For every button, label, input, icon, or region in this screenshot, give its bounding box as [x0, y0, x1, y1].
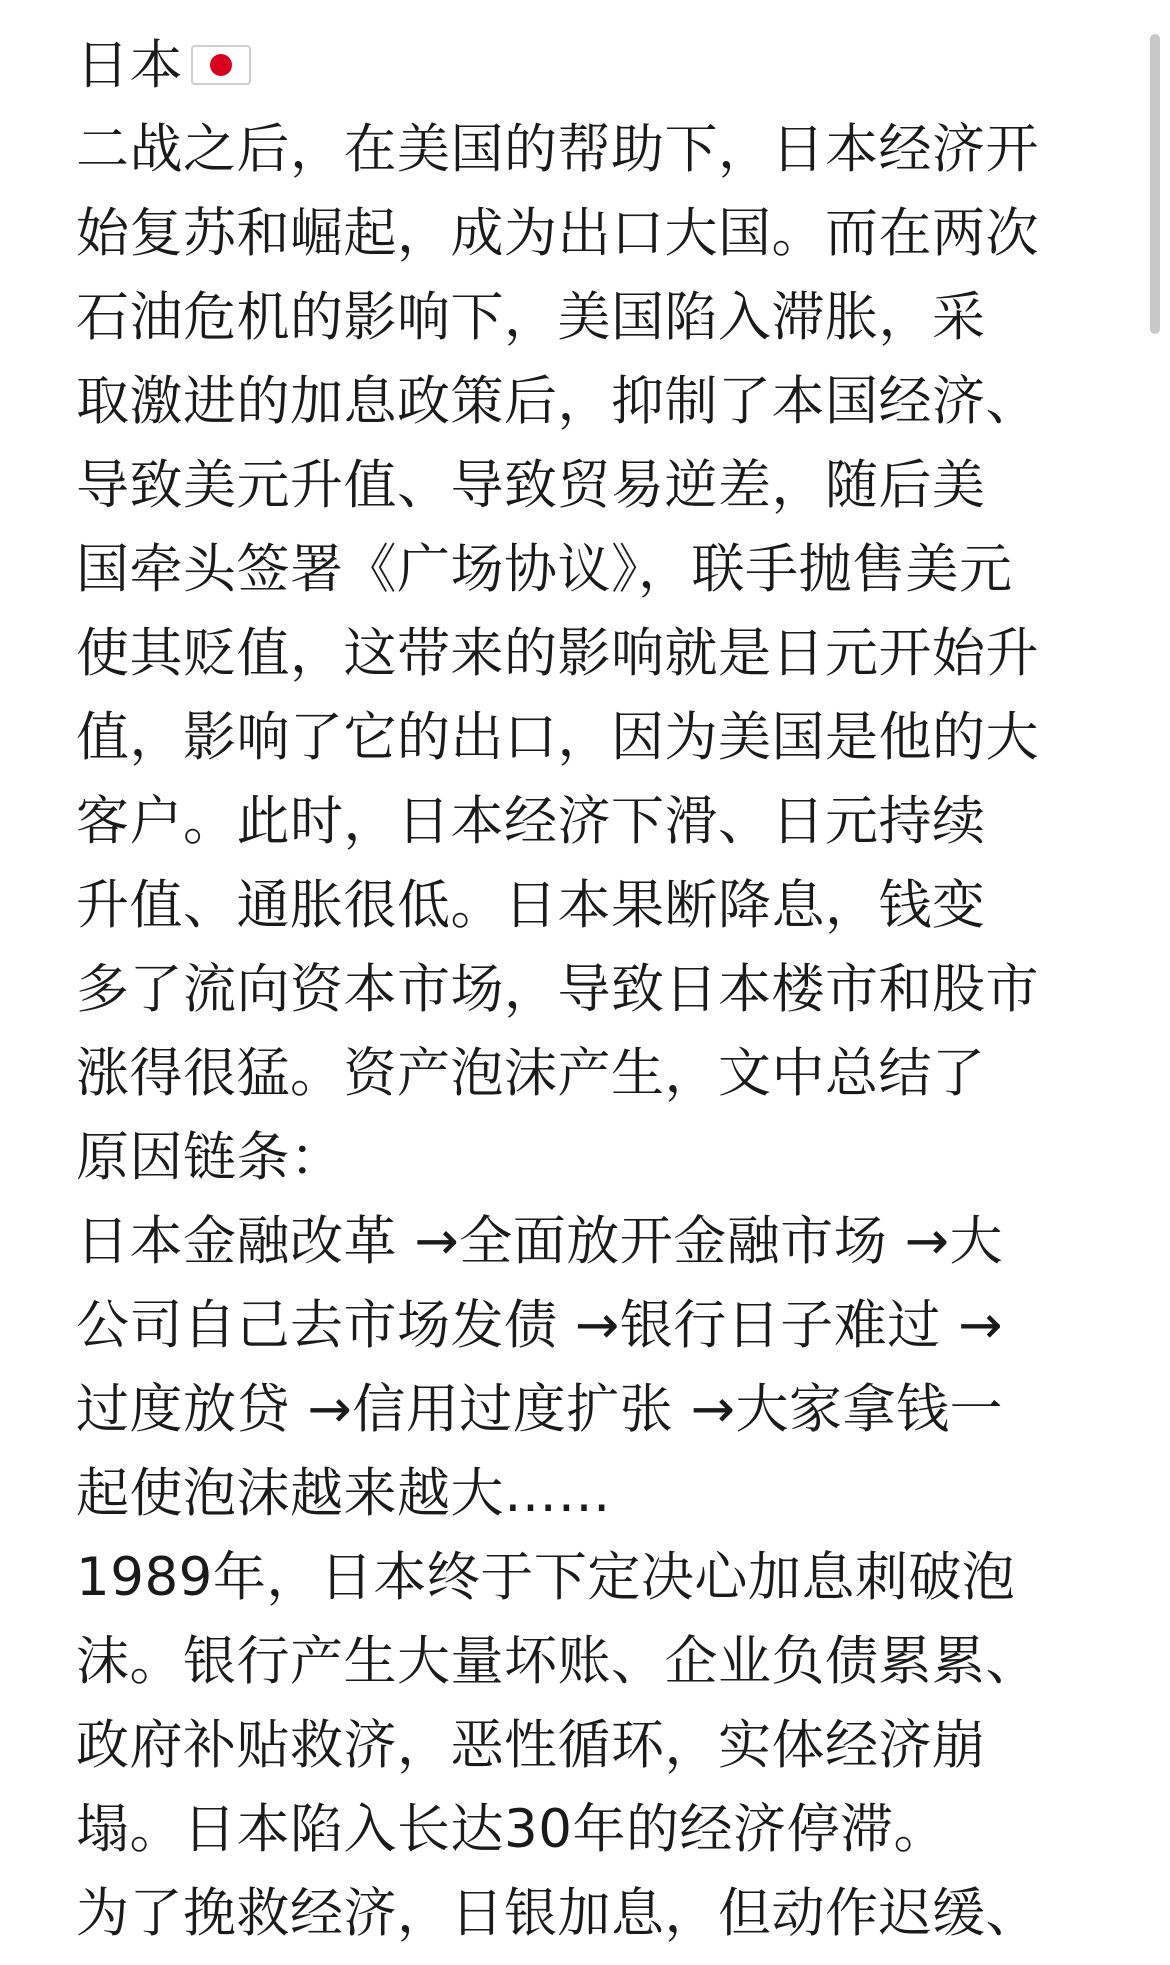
text-line-19: 沫。银行产生大量坏账、企业负债累累、 [76, 1631, 1039, 1692]
text-line-2: 始复苏和崛起，成为出口大国。而在两次 [76, 203, 1039, 264]
text-line-16: 过度放贷 →信用过度扩张 →大家拿钱一 [76, 1379, 1004, 1440]
text-line-15: 公司自己去市场发债 →银行日子难过 → [76, 1295, 1004, 1356]
heading-text: 日本 [76, 35, 183, 96]
text-line-22: 为了挽救经济，日银加息，但动作迟缓、 [76, 1883, 1039, 1944]
text-line-12: 涨得很猛。资产泡沫产生，文中总结了 [76, 1043, 986, 1104]
text-line-3: 石油危机的影响下，美国陷入滞胀，采 [76, 287, 986, 348]
text-line-13: 原因链条： [76, 1127, 344, 1188]
text-line-6: 国牵头签署《广场协议》，联手抛售美元 [76, 539, 1013, 600]
text-line-20: 政府补贴救济，恶性循环，实体经济崩 [76, 1715, 986, 1776]
japan-flag-icon [191, 45, 251, 85]
text-line-14: 日本金融改革 →全面放开金融市场 →大 [76, 1211, 1004, 1272]
text-line-21: 塌。日本陷入长达30年的经济停滞。 [76, 1799, 947, 1860]
vertical-scrollbar[interactable] [1150, 34, 1160, 334]
text-line-10: 升值、通胀很低。日本果断降息，钱变 [76, 875, 986, 936]
text-line-17: 起使泡沫越来越大…… [76, 1463, 611, 1524]
text-line-4: 取激进的加息政策后，抑制了本国经济、 [76, 371, 1039, 432]
text-line-5: 导致美元升值、导致贸易逆差，随后美 [76, 455, 986, 516]
text-line-9: 客户。此时，日本经济下滑、日元持续 [76, 791, 986, 852]
text-line-11: 多了流向资本市场，导致日本楼市和股市 [76, 959, 1039, 1020]
text-line-18: 1989年，日本终于下定决心加息刺破泡 [76, 1547, 1016, 1608]
heading-line [76, 24, 1110, 108]
text-line-8: 值，影响了它的出口，因为美国是他的大 [76, 707, 1039, 768]
text-line-1: 二战之后，在美国的帮助下，日本经济开 [76, 119, 1039, 180]
article-text [76, 24, 1110, 1956]
flag-sun [210, 54, 232, 76]
text-line-7: 使其贬值，这带来的影响就是日元开始升 [76, 623, 1039, 684]
